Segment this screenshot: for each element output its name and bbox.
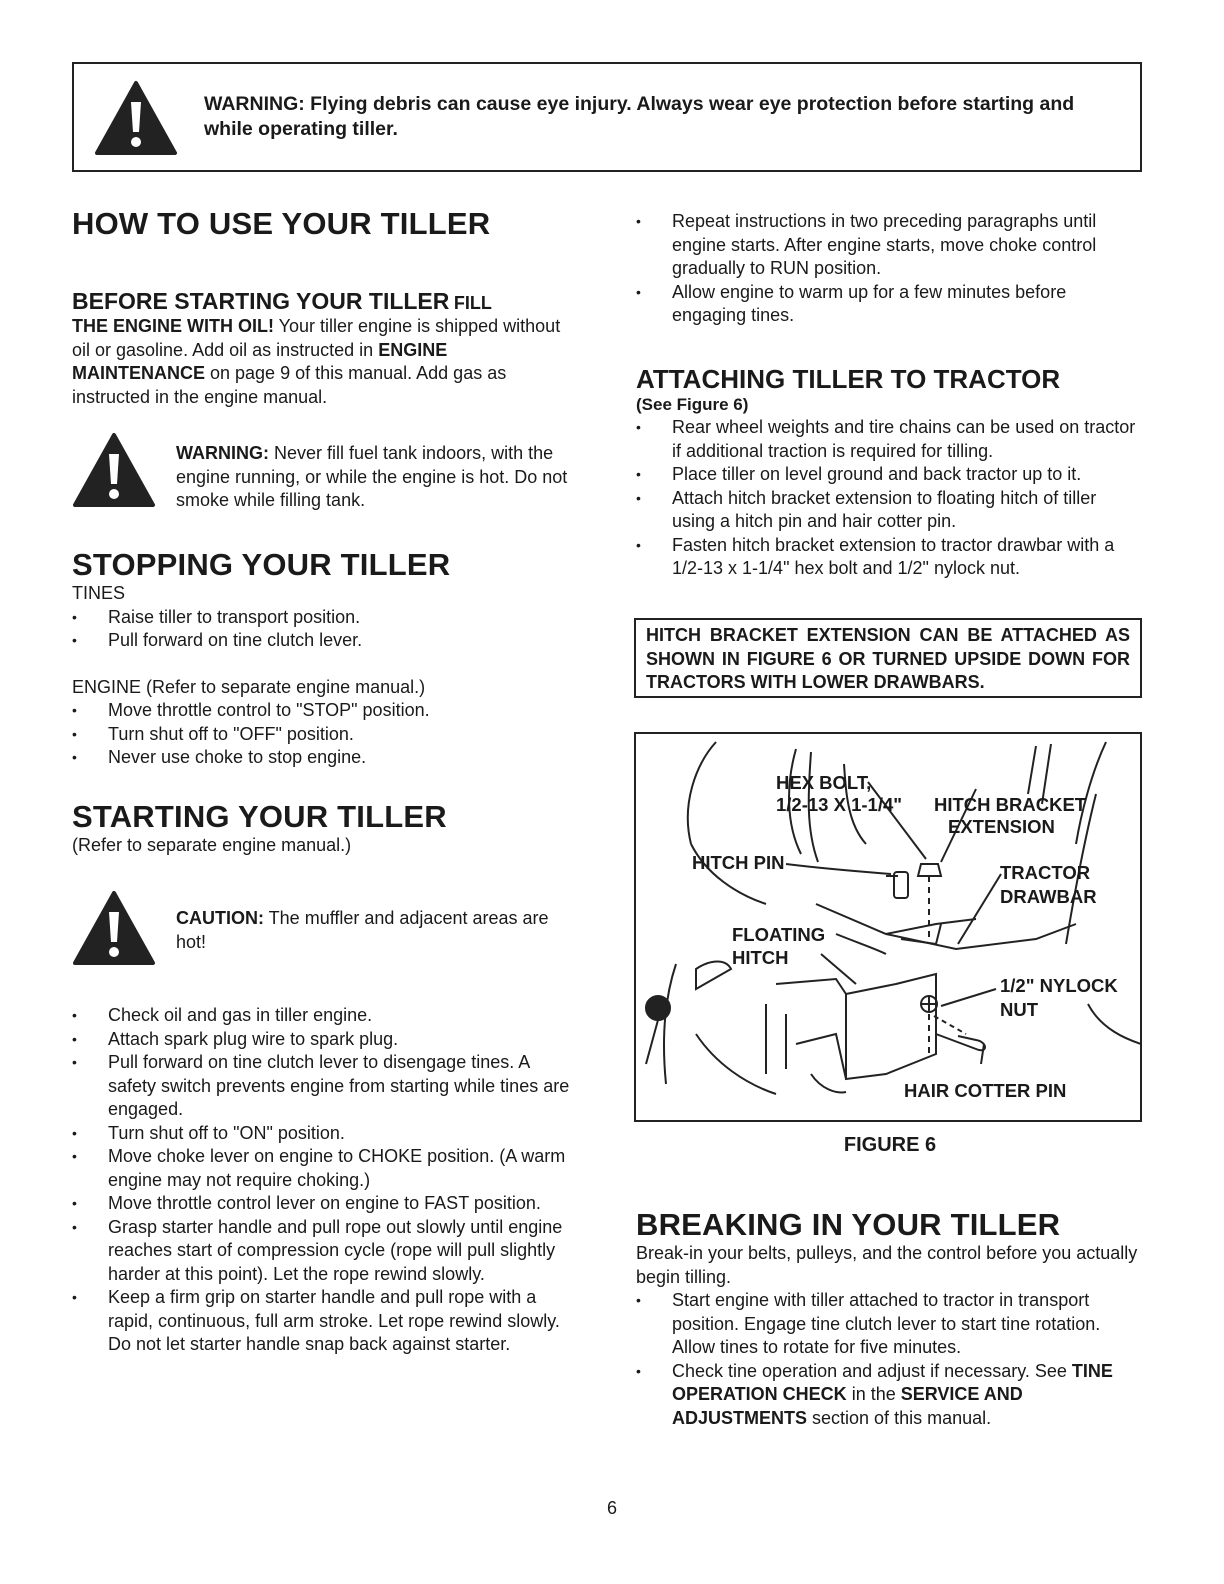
list-item: • Rear wheel weights and tire chains can be used on tractor if additional traction is required for tilling. bbox=[636, 416, 1142, 463]
how-to-title: HOW TO USE YOUR TILLER bbox=[72, 206, 491, 241]
label-hair-cotter-pin: HAIR COTTER PIN bbox=[904, 1080, 1067, 1101]
list-item: • Place tiller on level ground and back tractor up to it. bbox=[636, 463, 1142, 487]
list-item: • Attach spark plug wire to spark plug. bbox=[72, 1028, 572, 1052]
before-text-2: on page 9 of this manual. Add gas as instructed in the engine manual. bbox=[72, 363, 507, 407]
list-item: • Move choke lever on engine to CHOKE position. (A warm engine may not require choking.) bbox=[72, 1145, 572, 1192]
engine-label: ENGINE (Refer to separate engine manual.) bbox=[72, 676, 426, 697]
list-item: • Fasten hitch bracket extension to tractor drawbar with a 1/2-13 x 1-1/4" hex bolt and 1/2" nylock nut. bbox=[636, 534, 1142, 581]
list-item: • Pull forward on tine clutch lever to disengage tines. A safety switch prevents engine from starting while tines are engaged. bbox=[72, 1051, 572, 1122]
starting-title: STARTING YOUR TILLER bbox=[72, 799, 447, 834]
list-item: • Repeat instructions in two preceding paragraphs until engine starts. After engine starts, move choke control gradually to RUN position. bbox=[636, 210, 1142, 281]
see-figure-ref: (See Figure 6) bbox=[636, 395, 749, 414]
breaking-title: BREAKING IN YOUR TILLER bbox=[636, 1207, 1061, 1242]
hitch-diagram-illustration bbox=[636, 734, 1142, 1122]
label-hex-bolt-1: HEX BOLT, bbox=[776, 772, 872, 793]
label-hex-bolt-2: 1/2-13 X 1-1/4" bbox=[776, 794, 903, 815]
label-nylock-nut-2: NUT bbox=[1000, 999, 1039, 1020]
page-number: 6 bbox=[606, 1498, 617, 1518]
list-item: • Start engine with tiller attached to tractor in transport position. Engage tine clutch lever to start tine rotation. Allow tines to rotate for five minutes. bbox=[636, 1289, 1142, 1360]
breaking-item2-a: Check tine operation and adjust if necessary. See bbox=[672, 1360, 1072, 1381]
label-nylock-nut-1: 1/2" NYLOCK bbox=[1000, 975, 1118, 996]
list-item bbox=[636, 1360, 1142, 1431]
before-starting-heading: BEFORE STARTING YOUR TILLER bbox=[72, 288, 450, 314]
list-item: • Never use choke to stop engine. bbox=[72, 746, 572, 770]
top-warning-text: WARNING: Flying debris can cause eye injury. Always wear eye protection before starting and while operating tiller. bbox=[204, 93, 1075, 140]
label-hitch-bracket-1: HITCH BRACKET bbox=[934, 794, 1087, 815]
list-item: • Turn shut off to "OFF" position. bbox=[72, 723, 572, 747]
label-floating-hitch-1: FLOATING bbox=[732, 924, 826, 945]
tine-operation-check-ref: TINE OPERATION CHECK bbox=[672, 1360, 1113, 1404]
label-hitch-pin: HITCH PIN bbox=[692, 852, 785, 873]
top-warning-box bbox=[72, 62, 1142, 172]
before-lead: THE ENGINE WITH OIL! bbox=[72, 316, 274, 336]
list-item: • Keep a firm grip on starter handle and pull rope with a rapid, continuous, full arm stroke. Let rope rewind slowly. Do not let starter handle snap back against starter. bbox=[72, 1286, 572, 1357]
caution-text: The muffler and adjacent areas are hot! bbox=[176, 908, 549, 952]
list-item: • Move throttle control lever on engine to FAST position. bbox=[72, 1192, 572, 1216]
starting-steps bbox=[72, 1004, 572, 1357]
caution-note bbox=[176, 907, 571, 954]
list-item: • Check oil and gas in tiller engine. bbox=[72, 1004, 572, 1028]
label-tractor-drawbar-1: TRACTOR bbox=[1000, 862, 1091, 883]
warning-triangle-icon bbox=[94, 80, 178, 156]
fuel-warning-text: Never fill fuel tank indoors, with the engine running, or while the engine is hot. Do not smoke while filling tank. bbox=[176, 443, 568, 510]
label-floating-hitch-2: HITCH bbox=[732, 947, 789, 968]
before-starting-fill: FILL bbox=[453, 293, 492, 313]
caution-label: CAUTION: bbox=[176, 908, 264, 928]
stopping-section bbox=[72, 582, 572, 770]
caution-triangle-icon bbox=[72, 890, 156, 966]
warning-triangle-icon bbox=[72, 432, 156, 508]
breaking-item2-e: section of this manual. bbox=[807, 1407, 992, 1428]
starting-steps-continued bbox=[636, 210, 1142, 328]
before-text-1: Your tiller engine is shipped without oil or gasoline. Add oil as instructed in bbox=[72, 316, 561, 360]
breaking-item2-c: in the bbox=[846, 1384, 901, 1404]
attaching-section bbox=[636, 394, 1142, 581]
list-item: • Raise tiller to transport position. bbox=[72, 606, 572, 630]
engine-maintenance-ref: ENGINE MAINTENANCE bbox=[72, 339, 448, 383]
service-adjustments-ref: SERVICE AND ADJUSTMENTS bbox=[672, 1384, 1023, 1428]
attaching-title: ATTACHING TILLER TO TRACTOR bbox=[636, 364, 1061, 394]
breaking-section bbox=[636, 1242, 1142, 1430]
list-item: • Attach hitch bracket extension to floating hitch of tiller using a hitch pin and hair cotter pin. bbox=[636, 487, 1142, 534]
breaking-intro: Break-in your belts, pulleys, and the control before you actually begin tilling. bbox=[636, 1243, 1138, 1287]
list-item: • Move throttle control to "STOP" position. bbox=[72, 699, 572, 723]
before-starting-section bbox=[72, 288, 562, 409]
figure-caption: FIGURE 6 bbox=[843, 1134, 937, 1156]
list-item: • Allow engine to warm up for a few minutes before engaging tines. bbox=[636, 281, 1142, 328]
label-tractor-drawbar-2: DRAWBAR bbox=[1000, 886, 1097, 907]
tines-label: TINES bbox=[72, 583, 126, 603]
figure-6-diagram bbox=[634, 732, 1142, 1122]
fuel-warning bbox=[176, 442, 586, 513]
label-hitch-bracket-2: EXTENSION bbox=[948, 816, 1055, 837]
stopping-title: STOPPING YOUR TILLER bbox=[72, 547, 451, 582]
list-item: • Turn shut off to "ON" position. bbox=[72, 1122, 572, 1146]
starting-subtitle: (Refer to separate engine manual.) bbox=[72, 835, 352, 855]
fuel-warning-label: WARNING: bbox=[176, 443, 269, 463]
figure-caption-row bbox=[0, 1133, 1224, 1157]
list-item: • Pull forward on tine clutch lever. bbox=[72, 629, 572, 653]
hitch-note-box: HITCH BRACKET EXTENSION CAN BE ATTACHED AS SHOWN IN FIGURE 6 OR TURNED UPSIDE DOWN FOR TRACTORS WITH LOWER DRAWBARS. bbox=[634, 618, 1142, 698]
list-item: • Grasp starter handle and pull rope out slowly until engine reaches start of compression cycle (rope will pull slightly harder at this point). Let the rope rewind slowly. bbox=[72, 1216, 572, 1287]
